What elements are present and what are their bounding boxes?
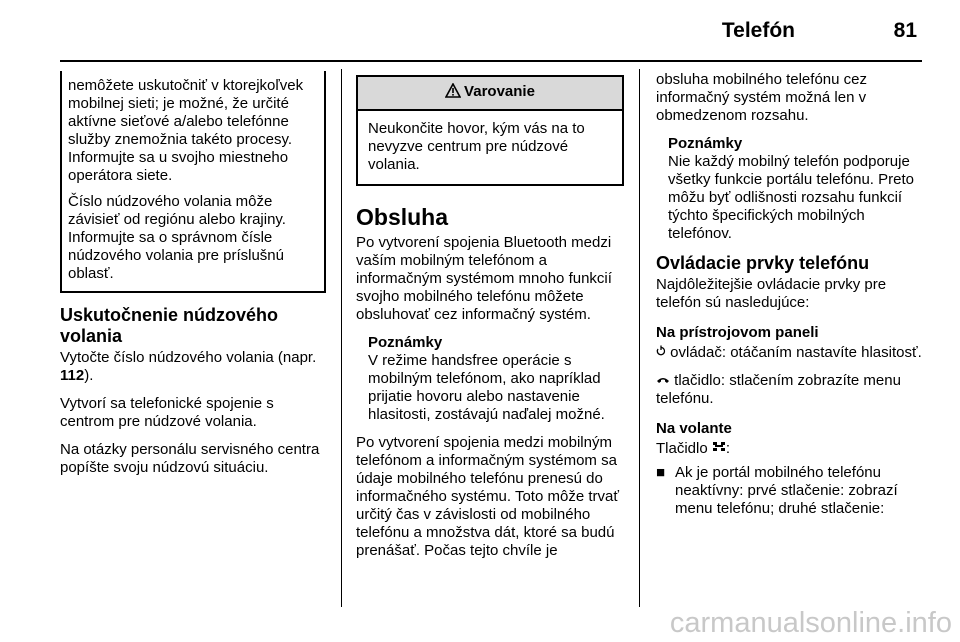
control-item: Tlačidlo : xyxy=(656,440,731,457)
column-middle xyxy=(356,71,624,570)
box-paragraph: Číslo núdzového volania môže závisieť od regiónu alebo krajiny. Informujte sa o správnom čísle núdzového volania pre príslušnú oblasť. xyxy=(68,193,286,282)
page-number: 81 xyxy=(893,19,917,42)
list-item xyxy=(656,464,924,518)
column-divider xyxy=(639,69,640,607)
section-heading-phone-controls: Ovládacie prvky telefónu xyxy=(656,253,870,273)
phone-button-icon xyxy=(712,440,726,458)
warning-title: Varovanie xyxy=(464,83,535,100)
paragraph: Na otázky personálu servisného centra popíšte svoju núdzovú situáciu. xyxy=(60,441,320,476)
paragraph: Po vytvorení spojenia medzi mobilným telefónom a informačným systémom sa údaje mobilného telefónu prenesú do informačného systému. Toto môže trvať určitý čas v závislosti od mobilného telefónu a množstva dát, ktoré sa budú prenášať. Počas tejto chvíle je xyxy=(356,434,619,559)
warning-text: Neukončite hovor, kým vás na to nevyzve centrum pre núdzové volania. xyxy=(368,120,585,173)
subheading-steering-wheel: Na volante xyxy=(656,420,732,437)
volume-knob-icon xyxy=(656,344,666,362)
bullet-square-icon: ■ xyxy=(656,464,666,481)
section-heading-emergency-call: Uskutočnenie núdzového volania xyxy=(60,305,279,346)
header-divider xyxy=(60,60,922,62)
paragraph: Vytočte číslo núdzového volania (napr. 112). xyxy=(60,349,317,384)
paragraph: Po vytvorení spojenia Bluetooth medzi vaším mobilným telefónom a informačným systémom mnoho funkcií svojho mobilného telefónu môžete obsluhovať cez informačný systém. xyxy=(356,234,612,323)
warning-header xyxy=(358,77,622,111)
section-heading-operation: Obsluha xyxy=(356,204,449,230)
warning-triangle-icon xyxy=(445,83,461,103)
paragraph: obsluha mobilného telefónu cez informačný systém možná len v obmedzenom rozsahu. xyxy=(656,71,867,124)
continued-warning-box xyxy=(60,71,326,293)
emergency-number: 112 xyxy=(60,367,85,384)
note-block xyxy=(656,135,924,243)
note-title: Poznámky xyxy=(368,334,443,351)
subheading-instrument-panel: Na prístrojovom paneli xyxy=(656,324,819,341)
box-paragraph: nemôžete uskutočniť v ktorejkoľvek mobilnej sieti; je možné, že určité aktívne sieťové a/alebo telefónne služby znemožnia takéto procesy. Informujte sa u svojho miestneho operátora siete. xyxy=(68,77,304,184)
phone-handset-icon xyxy=(656,372,670,390)
column-left xyxy=(60,71,326,487)
column-right xyxy=(656,71,924,518)
note-block xyxy=(356,334,624,424)
warning-box xyxy=(356,75,624,186)
control-item: tlačidlo: stlačením zobrazíte menu telefónu. xyxy=(656,372,901,407)
note-text: V režime handsfree operácie s mobilným telefónom, ako napríklad prijatie hovoru alebo nastavenie hlasitosti, zostávajú naďalej možné. xyxy=(368,352,605,423)
paragraph: Najdôležitejšie ovládacie prvky pre telefón sú nasledujúce: xyxy=(656,276,887,311)
watermark: carmanualsonline.info xyxy=(669,607,952,639)
control-item: ovládač: otáčaním nastavíte hlasitosť. xyxy=(656,344,924,362)
column-divider xyxy=(341,69,342,607)
page-header-title: Telefón xyxy=(721,19,795,42)
paragraph: Vytvorí sa telefonické spojenie s centrom pre núdzové volania. xyxy=(60,395,274,430)
note-text: Nie každý mobilný telefón podporuje všetky funkcie portálu telefónu. Preto môžu byť odlišnosti rozsahu funkcií týchto špecifických mobilných telefónov. xyxy=(668,153,914,242)
bullet-text: Ak je portál mobilného telefónu neaktívny: prvé stlačenie: zobrazí menu telefónu; druhé stlačenie: xyxy=(675,464,898,517)
note-title: Poznámky xyxy=(668,135,743,152)
